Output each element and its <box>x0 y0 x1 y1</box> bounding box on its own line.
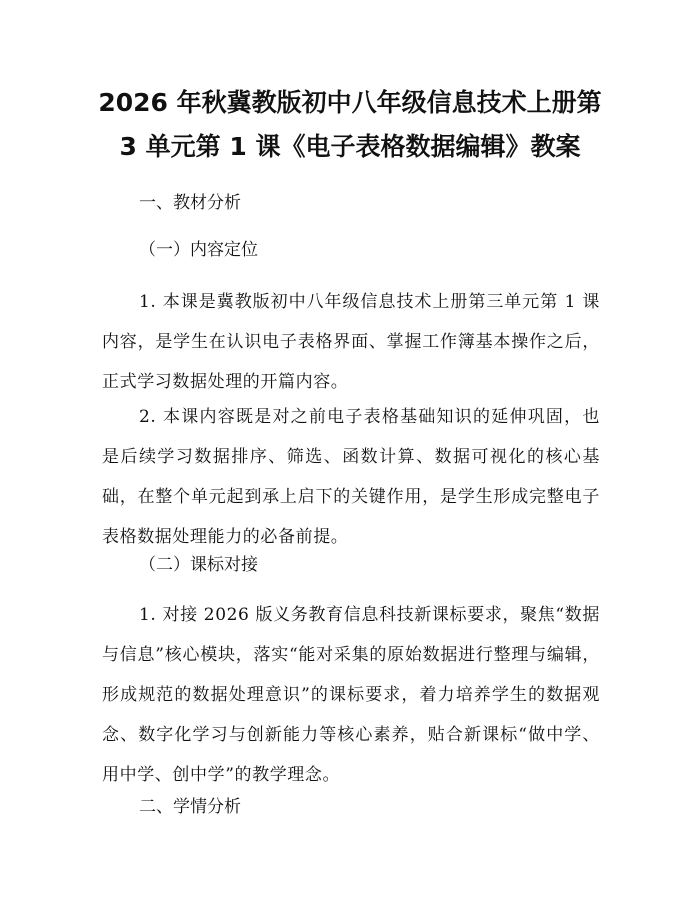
paragraph-1: 1. 本课是冀教版初中八年级信息技术上册第三单元第 1 课内容，是学生在认识电子表格界面、掌握工作簿基本操作之后，正式学习数据处理的开篇内容。 <box>102 292 600 392</box>
paragraph-3: 1. 对接 2026 版义务教育信息科技新课标要求，聚焦“数据与信息”核心模块，落实“能对采集的原始数据进行整理与编辑，形成规范的数据处理意识”的课标要求，着力培养学生的数据观念、数字化学习与创新能力等核心素养，贴合新课标“做中学、用中学、创中学”的教学理念。 <box>102 605 600 785</box>
section2-heading: 二、学情分析 <box>139 797 241 817</box>
section1-heading: 一、教材分析 <box>139 193 241 213</box>
paragraph-2: 2. 本课内容既是对之前电子表格基础知识的延伸巩固，也是后续学习数据排序、筛选、函数计算、数据可视化的核心基础，在整个单元起到承上启下的关键作用，是学生形成完整电子表格数据处理能力的必备前提。 <box>102 407 600 547</box>
subsection2-heading: （二）课标对接 <box>139 555 258 575</box>
document-title-line1: 2026 年秋冀教版初中八年级信息技术上册第 <box>98 88 602 117</box>
subsection1-heading: （一）内容定位 <box>139 240 258 260</box>
document-title-line2: 3 单元第 1 课《电子表格数据编辑》教案 <box>119 132 581 161</box>
